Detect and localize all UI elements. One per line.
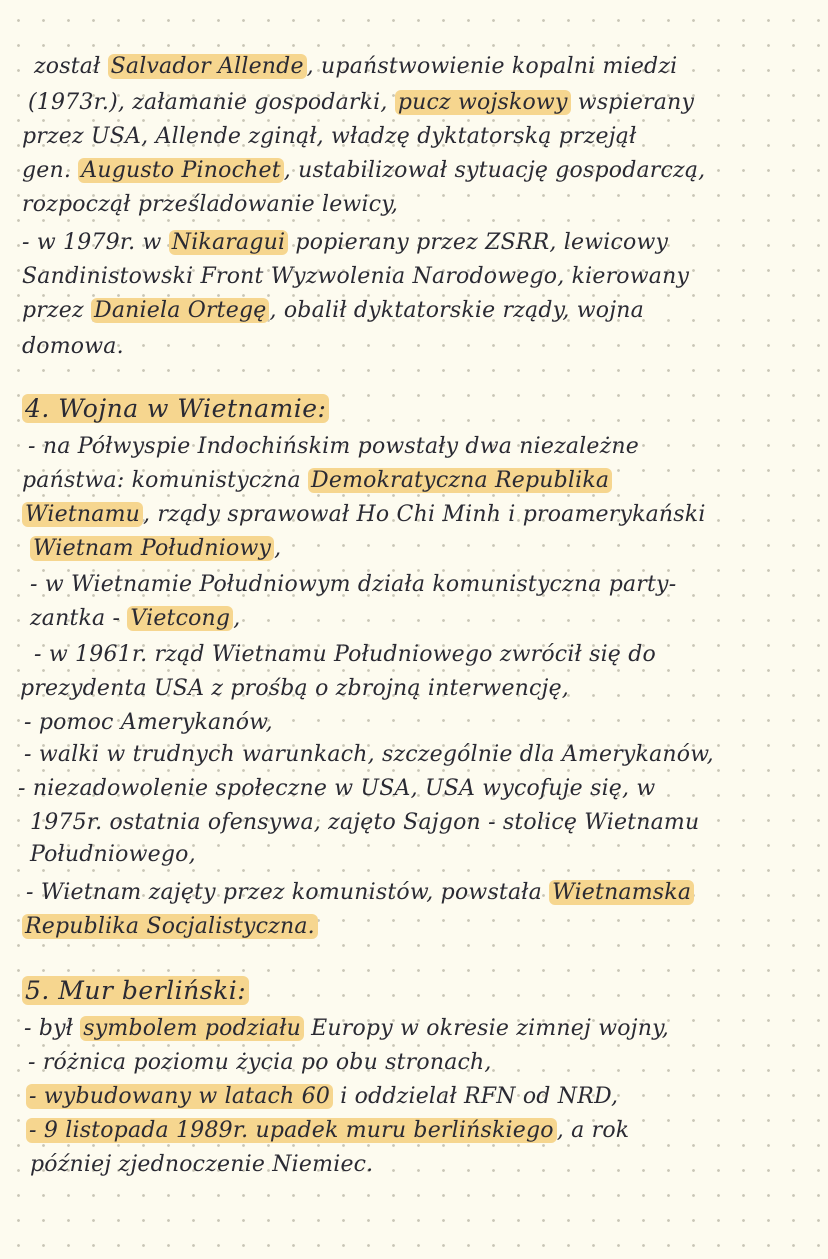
text-line [28, 432, 639, 462]
text-segment: - w 1979r. w [22, 230, 169, 255]
text-segment: Sandinistowski Front Wyzwolenia Narodowego, kierowany [22, 264, 690, 289]
text-line [26, 878, 694, 908]
text-line [28, 88, 694, 118]
highlighted-term: pucz wojskowy [395, 90, 571, 115]
heading-text: 5. Mur berliński: [22, 976, 249, 1005]
text-line [22, 122, 636, 152]
highlighted-term: Wietnamu [22, 502, 143, 527]
text-line [24, 1014, 669, 1044]
text-line [30, 1150, 373, 1180]
text-segment: (1973r.), załamanie gospodarki, [28, 90, 395, 115]
text-segment: państwa: komunistyczna [22, 468, 309, 493]
text-segment: , [274, 536, 282, 561]
text-segment: - w Wietnamie Południowym działa komunistyczna party- [30, 572, 677, 597]
text-segment: - w 1961r. rząd Wietnamu Południowego zwrócił się do [34, 642, 656, 667]
text-line [24, 708, 273, 738]
text-segment: , a rok [556, 1118, 630, 1143]
text-line [22, 332, 124, 362]
text-line [30, 808, 699, 838]
text-segment: - niezadowolenie społeczne w USA, USA wycofuje się, w [18, 776, 656, 801]
text-line [18, 774, 655, 804]
text-segment: prezydenta USA z prośbą o zbrojną interwencję, [20, 676, 569, 701]
section-heading [22, 976, 249, 1006]
text-segment: , rządy sprawował Ho Chi Minh i proamerykański [143, 502, 706, 527]
text-segment: domowa. [22, 334, 124, 359]
text-segment: , upaństwowienie kopalni miedzi [306, 54, 678, 79]
text-line [22, 296, 644, 326]
text-line [30, 570, 676, 600]
highlighted-term: Vietcong [127, 606, 233, 631]
highlighted-term: Salvador Allende [108, 54, 307, 79]
heading-text: 4. Wojna w Wietnamie: [22, 394, 329, 423]
text-segment: , [233, 606, 241, 631]
highlighted-term: - wybudowany w latach 60 [26, 1084, 333, 1109]
text-segment: zantka - [30, 606, 128, 631]
text-line [22, 262, 689, 292]
highlighted-term: Demokratyczna Republika [308, 468, 612, 493]
text-line [34, 640, 656, 670]
text-segment: - walki w trudnych warunkach, szczególnie dla Amerykanów, [24, 742, 714, 767]
text-line [22, 190, 398, 220]
text-segment: - Wietnam zajęty przez komunistów, powstała [26, 880, 550, 905]
text-line [34, 52, 677, 82]
text-line [22, 466, 612, 496]
text-segment: i oddzielał RFN od NRD, [333, 1084, 619, 1109]
text-line [26, 1116, 629, 1146]
highlighted-term: Daniela Ortegę [91, 298, 269, 323]
text-line [30, 604, 240, 634]
highlighted-term: Wietnamska [549, 880, 694, 905]
text-line [24, 740, 714, 770]
text-segment: później zjednoczenie Niemiec. [30, 1152, 374, 1177]
text-line [22, 500, 706, 530]
text-segment: - pomoc Amerykanów, [24, 710, 273, 735]
text-segment: - był [24, 1016, 81, 1041]
text-segment: - na Półwyspie Indochińskim powstały dwa niezależne [28, 434, 640, 459]
highlighted-term: Nikaragui [169, 230, 288, 255]
text-segment: wspierany [570, 90, 695, 115]
text-segment: został [34, 54, 108, 79]
highlighted-term: Republika Socjalistyczna. [22, 914, 318, 939]
text-segment: 1975r. ostatnia ofensywa, zajęto Sajgon - stolicę Wietnamu [30, 810, 700, 835]
text-segment: , obalił dyktatorskie rządy, wojna [269, 298, 644, 323]
highlighted-term: Wietnam Południowy [30, 536, 274, 561]
text-segment: Południowego, [30, 842, 196, 867]
text-line [22, 156, 705, 186]
text-line [22, 228, 668, 258]
text-segment: gen. [22, 158, 79, 183]
highlighted-term: - 9 listopada 1989r. upadek muru berlińskiego [26, 1118, 557, 1143]
text-segment: przez [22, 298, 91, 323]
text-line [22, 912, 318, 942]
text-line [20, 674, 569, 704]
section-heading [22, 394, 329, 424]
text-segment: Europy w okresie zimnej wojny, [303, 1016, 669, 1041]
text-segment: , ustabilizował sytuację gospodarczą, [283, 158, 706, 183]
text-segment: - różnica poziomu życia po obu stronach, [28, 1050, 492, 1075]
text-segment: przez USA, Allende zginął, władzę dyktatorską przejął [22, 124, 637, 149]
text-line [30, 840, 196, 870]
text-line [30, 534, 281, 564]
highlighted-term: symbolem podziału [80, 1016, 304, 1041]
text-segment: popierany przez ZSRR, lewicowy [288, 230, 669, 255]
text-line [28, 1048, 492, 1078]
highlighted-term: Augusto Pinochet [78, 158, 283, 183]
text-segment: rozpoczął prześladowanie lewicy, [22, 192, 399, 217]
text-line [26, 1082, 618, 1112]
